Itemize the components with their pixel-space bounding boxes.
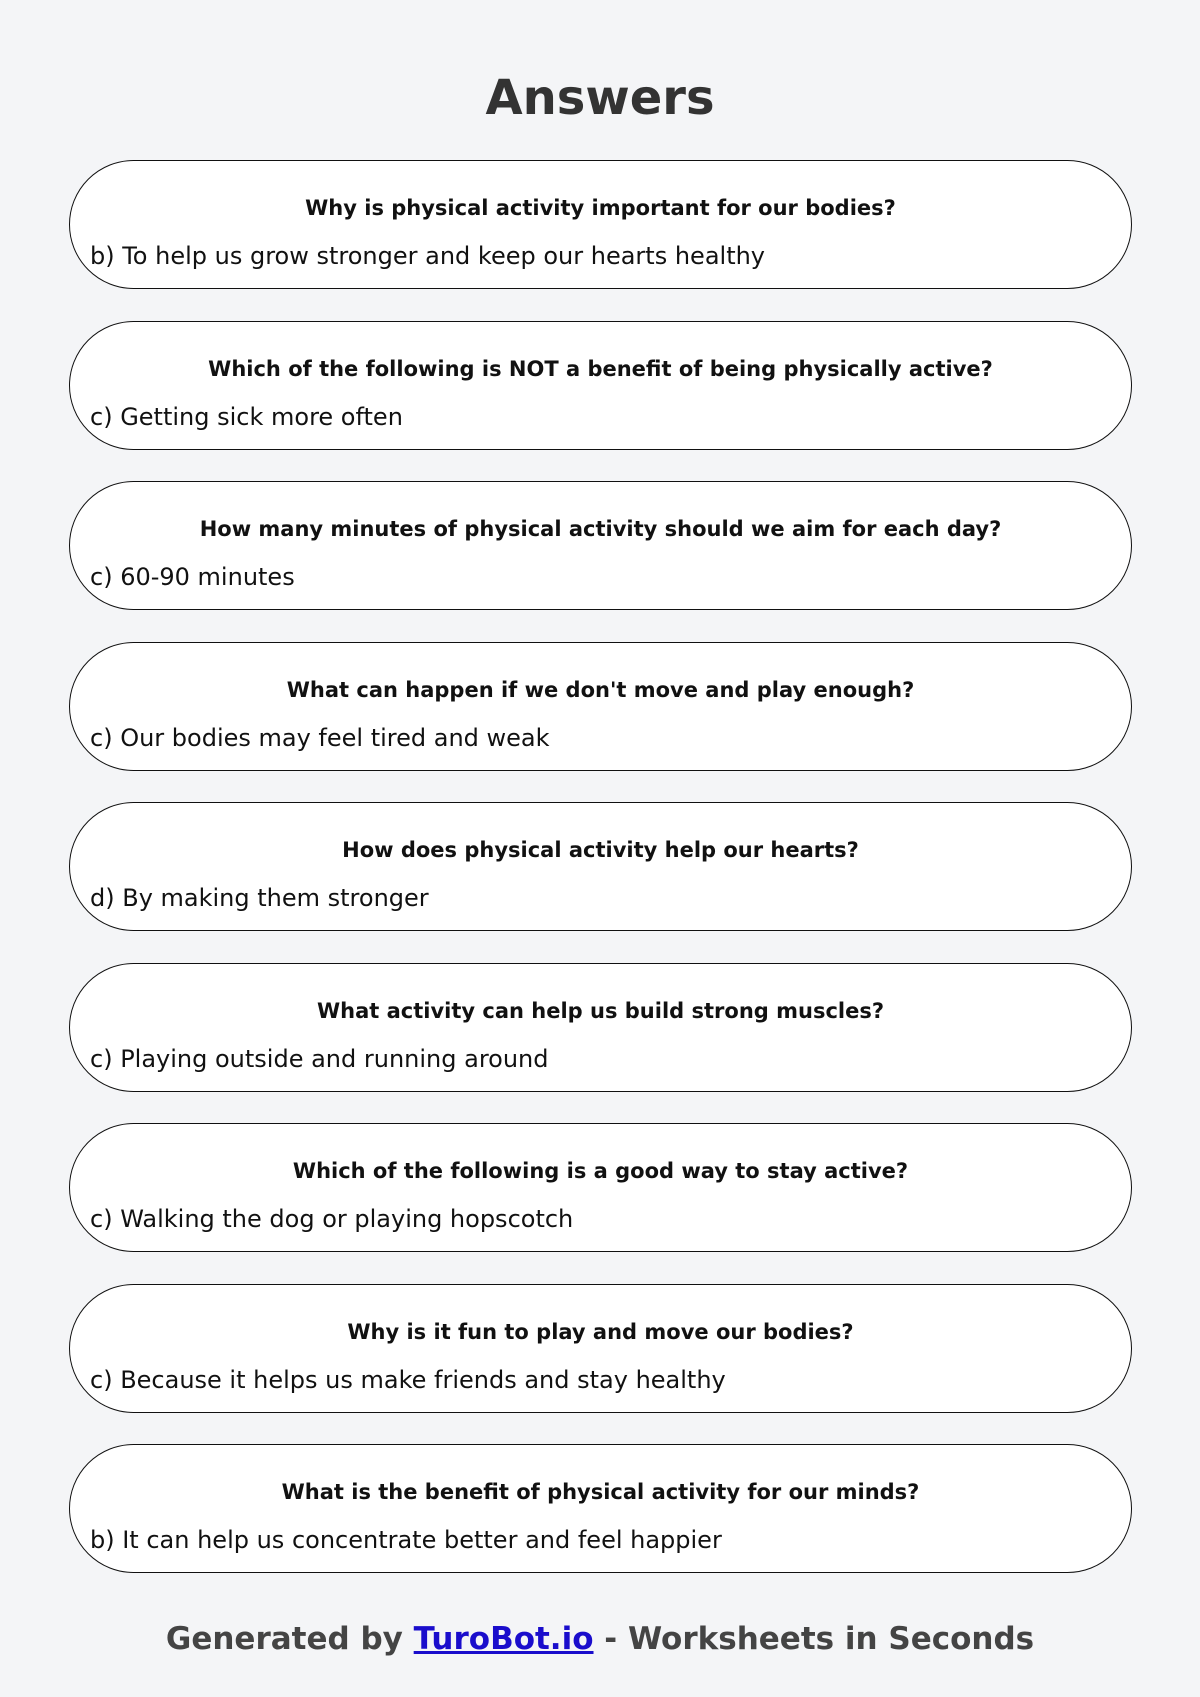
answer-card	[69, 802, 1132, 931]
answer-card	[69, 642, 1132, 771]
question-text: Which of the following is a good way to stay active?	[292, 1159, 909, 1183]
question-text: What can happen if we don't move and play enough?	[286, 677, 915, 702]
answers-list	[69, 160, 1132, 1605]
answer-card	[69, 1123, 1132, 1252]
answer-text: c) 60-90 minutes	[90, 563, 295, 591]
question-text: How does physical activity help our hearts?	[342, 838, 859, 862]
footer-suffix: - Worksheets in Seconds	[593, 1621, 1035, 1657]
footer	[0, 1614, 1200, 1664]
answer-text: c) Playing outside and running around	[90, 1044, 549, 1073]
footer-prefix: Generated by	[165, 1621, 414, 1657]
answer-card	[69, 963, 1132, 1092]
page-title: Answers	[485, 70, 715, 126]
answer-card	[69, 160, 1132, 289]
question-text: How many minutes of physical activity should we aim for each day?	[199, 517, 1002, 541]
answer-card	[69, 321, 1132, 450]
answer-text: d) By making them stronger	[90, 884, 429, 912]
question-text: Why is physical activity important for our bodies?	[305, 196, 896, 220]
answer-text: b) It can help us concentrate better and feel happier	[90, 1526, 722, 1554]
answer-card	[69, 1284, 1132, 1413]
question-text: Which of the following is NOT a benefit of being physically active?	[208, 356, 993, 381]
answer-card	[69, 1444, 1132, 1573]
answer-text: c) Because it helps us make friends and stay healthy	[90, 1365, 726, 1394]
answer-card	[69, 481, 1132, 610]
answer-text: c) Our bodies may feel tired and weak	[90, 723, 550, 752]
question-text: What is the benefit of physical activity for our minds?	[281, 1480, 920, 1504]
turobot-link[interactable]: TuroBot.io	[413, 1621, 594, 1657]
question-text: What activity can help us build strong muscles?	[316, 998, 885, 1023]
answer-text: c) Getting sick more often	[90, 402, 403, 431]
question-text: Why is it fun to play and move our bodies?	[347, 1319, 854, 1344]
answer-text: b) To help us grow stronger and keep our hearts healthy	[90, 242, 766, 270]
answer-text: c) Walking the dog or playing hopscotch	[90, 1205, 574, 1233]
